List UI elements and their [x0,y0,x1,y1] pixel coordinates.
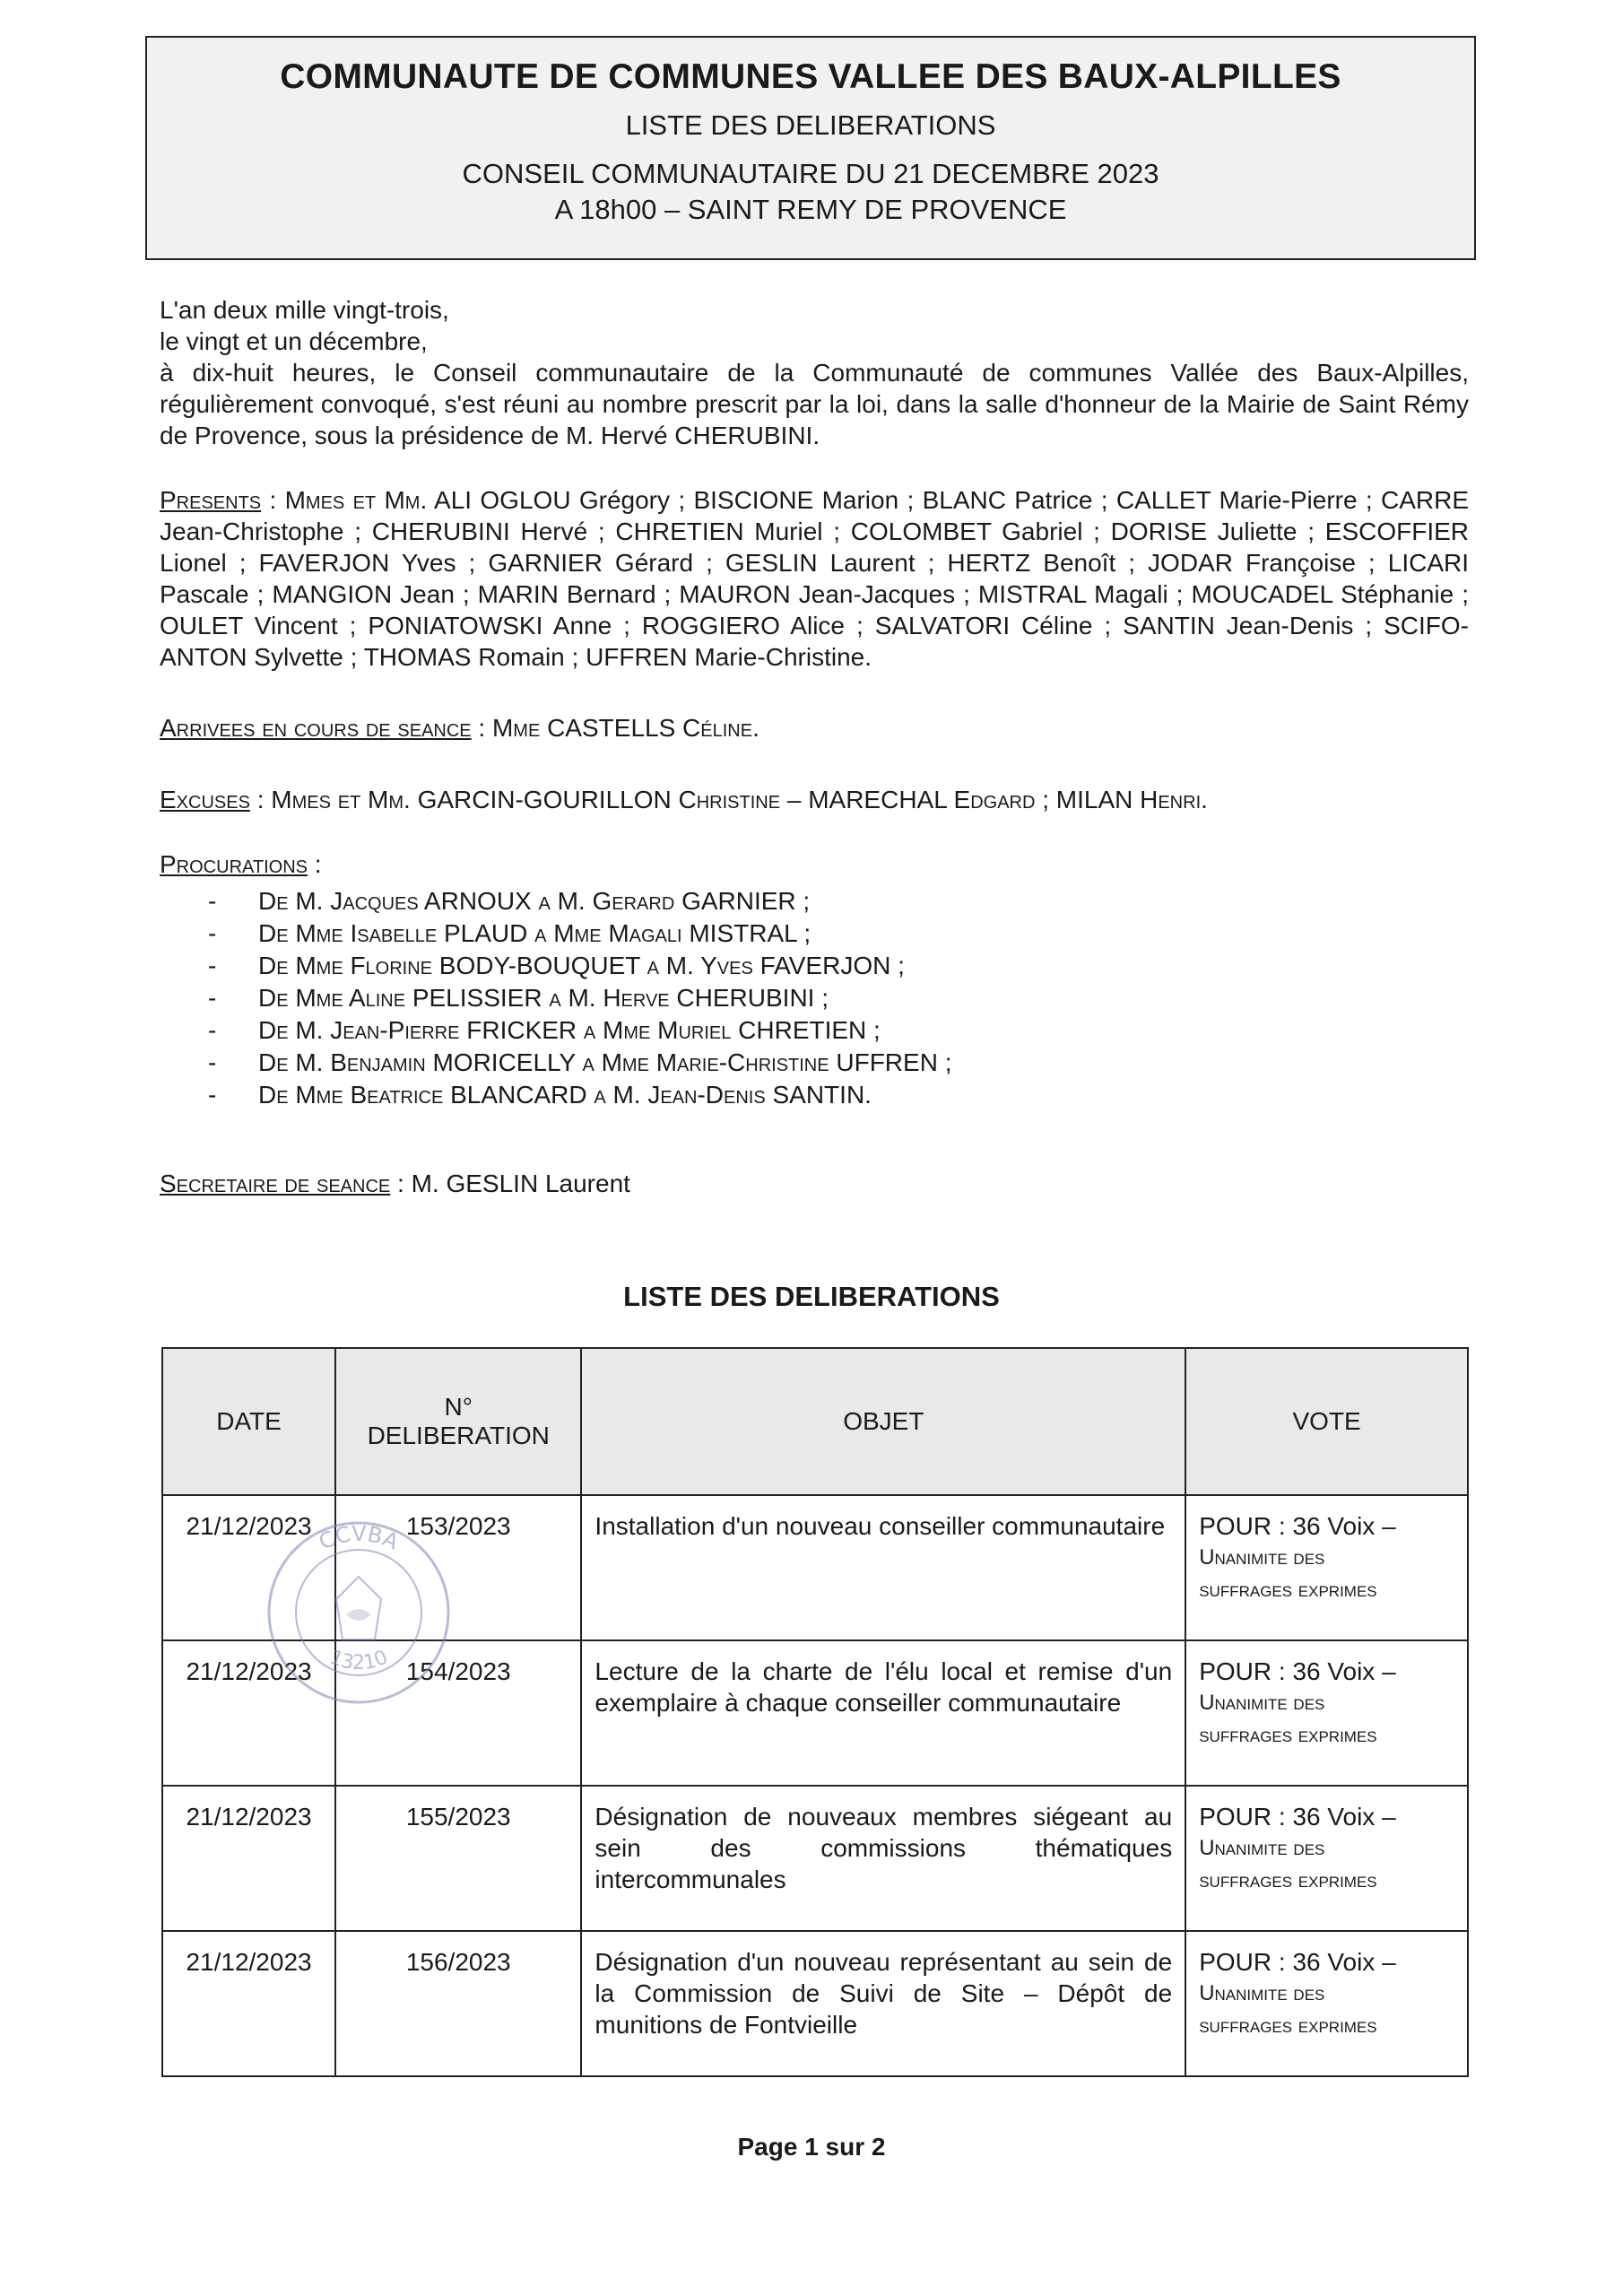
row-vote [1185,1495,1468,1640]
row-objet: Lecture de la charte de l'élu local et remise d'un exemplaire à chaque conseiller communautaire [581,1640,1185,1786]
presents-names: ALI OGLOU Grégory ; BISCIONE Marion ; BLANC Patrice ; CALLET Marie-Pierre ; CARRE Jean-Christophe ; CHERUBINI Hervé ; CHRETIEN Muriel ; COLOMBET Gabriel ; DORISE Juliette ; ESCOFFIER Lionel ; FAVERJON Yves ; GARNIER Gérard ; GESLIN Laurent ; HERTZ Benoît ; JODAR Françoise ; LICARI Pascale ; MANGION Jean ; MARIN Bernard ; MAURON Jean-Jacques ; MISTRAL Magali ; MOUCADEL Stéphanie ; OULET Vincent ; PONIATOWSKI Anne ; ROGGIERO Alice ; SALVATORI Céline ; SANTIN Jean-Denis ; SCIFO-ANTON Sylvette ; THOMAS Romain ; UFFREN Marie-Christine. [160,486,1470,671]
secretaire-label: Secretaire de seance [160,1170,391,1197]
svg-text:13210 [326,1647,391,1675]
arrivees-value: Mme CASTELLS Céline. [491,714,759,742]
row-num: 155/2023 [335,1786,581,1931]
row-vote [1185,1640,1468,1786]
conseil-lieu: A 18h00 – SAINT REMY DE PROVENCE [554,194,1067,225]
ccvba-stamp-icon [260,1514,457,1711]
presents-section: Presents : Mmes et Mm. ALI OGLOU Grégory ; BISCIONE Marion ; BLANC Patrice ; CALLET Marie-Pierre ; CARRE Jean-Christophe ; CHERUBINI Hervé ; CHRETIEN Muriel ; COLOMBET Gabriel ; DORISE Juliette ; ESCOFFIER Lionel ; FAVERJON Yves ; GARNIER Gérard ; GESLIN Laurent ; HERTZ Benoît ; JODAR Françoise ; LICARI Pascale ; MANGION Jean ; MARIN Bernard ; MAURON Jean-Jacques ; MISTRAL Magali ; MOUCADEL Stéphanie ; OULET Vincent ; PONIATOWSKI Anne ; ROGGIERO Alice ; SALVATORI Céline ; SANTIN Jean-Denis ; SCIFO-ANTON Sylvette ; THOMAS Romain ; UFFREN Marie-Christine. [160,486,1470,671]
page-footer: Page 1 sur 2 [737,2133,886,2161]
vote-sub-2: suffrages exprimes [1199,1868,1377,1892]
vote-main: POUR : 36 Voix – [1199,1948,1396,1976]
row-date: 21/12/2023 [162,1786,335,1931]
row-objet: Désignation de nouveaux membres siégeant au sein des commissions thématiques intercommunales [581,1786,1185,1931]
secretaire-section: Secretaire de seance : M. GESLIN Laurent [160,1170,630,1197]
header-vote: VOTE [1185,1348,1468,1495]
vote-main: POUR : 36 Voix – [1199,1657,1396,1685]
table-header-row [162,1348,1468,1495]
intro-line-1: L'an deux mille vingt-trois, [160,296,449,324]
excuses-value: Mmes et Mm. GARCIN-GOURILLON Christine – MARECHAL Edgard ; MILAN Henri. [271,786,1208,813]
intro-line-2: le vingt et un décembre, [160,327,428,355]
row-objet: Désignation d'un nouveau représentant au sein de la Commission de Suivi de Site – Dépôt de munitions de Fontvieille [581,1931,1185,2076]
row-date: 21/12/2023 [162,1931,335,2076]
vote-main: POUR : 36 Voix – [1199,1512,1396,1540]
row-vote [1185,1786,1468,1931]
vote-main: POUR : 36 Voix – [1199,1803,1396,1831]
vote-sub-2: suffrages exprimes [1199,2013,1377,2038]
header-num-line2: DELIBERATION [367,1422,550,1449]
header-num [335,1348,581,1495]
procurations-list [208,885,1374,1111]
vote-sub-1: Unanimite des [1199,1981,1325,2005]
procuration-item: - De M. Jacques ARNOUX a M. Gerard GARNIER ; [208,885,1374,918]
vote-sub-1: Unanimite des [1199,1691,1325,1715]
procuration-item: - De Mme Beatrice BLANCARD a M. Jean-Denis SANTIN. [208,1079,1374,1111]
secretaire-value: M. GESLIN Laurent [411,1170,630,1197]
row-num: 156/2023 [335,1931,581,2076]
excuses-label: Excuses [160,786,250,813]
vote-sub-1: Unanimite des [1199,1836,1325,1860]
presents-label: Presents [160,486,262,514]
procurations-section: Procurations : [160,850,322,878]
organization-title: COMMUNAUTE DE COMMUNES VALLEE DES BAUX-ALPILLES [280,57,1341,96]
row-num: 154/2023 [335,1640,581,1786]
header-date: DATE [162,1348,335,1495]
stamp-top-text: CCVBA [315,1520,403,1555]
procuration-item: - De M. Jean-Pierre FRICKER a Mme Muriel CHRETIEN ; [208,1014,1374,1047]
stamp-bottom-text: 13210 [325,1646,392,1675]
header-num-line1: N° [444,1393,473,1421]
deliberations-table [161,1347,1469,2077]
row-date: 21/12/2023 [162,1640,335,1786]
procuration-item: - De Mme Isabelle PLAUD a Mme Magali MISTRAL ; [208,918,1374,950]
vote-sub-1: Unanimite des [1199,1545,1325,1570]
row-num: 153/2023 [335,1495,581,1640]
conseil-date: CONSEIL COMMUNAUTAIRE DU 21 DECEMBRE 2023 [462,158,1159,189]
procuration-item: - De Mme Florine BODY-BOUQUET a M. Yves FAVERJON ; [208,950,1374,982]
arrivees-section: Arrivees en cours de seance : Mme CASTELLS Céline. [160,714,759,742]
deliberations-list-title: LISTE DES DELIBERATIONS [623,1281,1000,1312]
presents-prefix: Mmes et Mm. [284,486,428,514]
arrivees-label: Arrivees en cours de seance [160,714,472,742]
table-row [162,1931,1468,2076]
table-row [162,1786,1468,1931]
document-subtitle: LISTE DES DELIBERATIONS [625,109,996,141]
vote-sub-2: suffrages exprimes [1199,1578,1377,1602]
procurations-label: Procurations [160,850,308,878]
procuration-item: - De M. Benjamin MORICELLY a Mme Marie-Christine UFFREN ; [208,1047,1374,1079]
excuses-section: Excuses : Mmes et Mm. GARCIN-GOURILLON Christine – MARECHAL Edgard ; MILAN Henri. [160,786,1208,813]
intro-text [160,294,1469,451]
row-date: 21/12/2023 [162,1495,335,1640]
header-box [145,36,1476,260]
procuration-item: - De Mme Aline PELISSIER a M. Herve CHERUBINI ; [208,982,1374,1014]
row-objet: Installation d'un nouveau conseiller communautaire [581,1495,1185,1640]
row-vote [1185,1931,1468,2076]
intro-paragraph: à dix-huit heures, le Conseil communautaire de la Communauté de communes Vallée des Baux-Alpilles, régulièrement convoqué, s'est réuni au nombre prescrit par la loi, dans la salle d'honneur de la Mairie de Saint Rémy de Provence, sous la présidence de M. Hervé CHERUBINI. [160,359,1469,449]
header-objet: OBJET [581,1348,1185,1495]
vote-sub-2: suffrages exprimes [1199,1723,1377,1747]
